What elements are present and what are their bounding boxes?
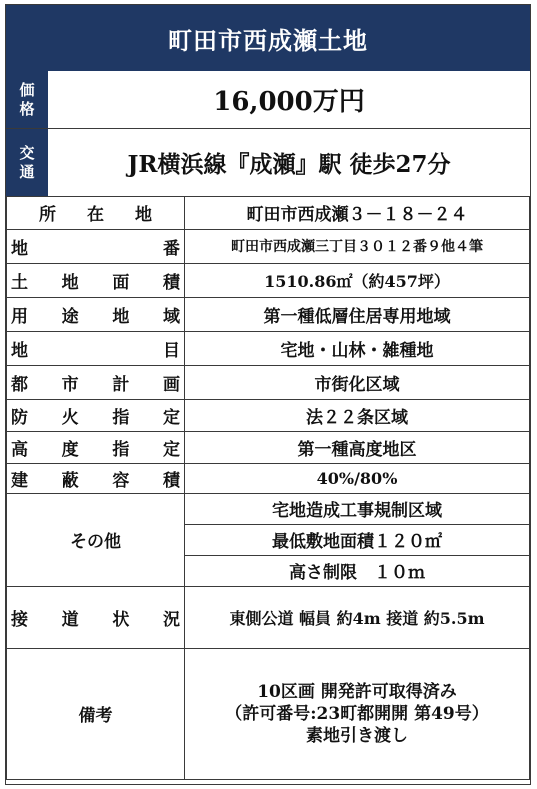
property-sheet bbox=[5, 4, 531, 785]
label-char: 防 bbox=[11, 407, 28, 428]
remarks-line: 10区画 開発許可取得済み bbox=[257, 681, 457, 702]
row-label bbox=[7, 399, 185, 431]
road-value: 東側公道 幅員 約4m 接道 約5.5m bbox=[185, 586, 530, 648]
row-label bbox=[7, 197, 185, 229]
label-char: 火 bbox=[61, 407, 79, 428]
label-char: 積 bbox=[162, 272, 180, 293]
label-char: 番 bbox=[163, 238, 180, 259]
row-value: 1510.86㎡（約457坪） bbox=[185, 263, 530, 297]
remarks-line: 素地引き渡し bbox=[306, 725, 408, 746]
row-label bbox=[7, 463, 185, 493]
table-row bbox=[7, 197, 530, 229]
label-char: 計 bbox=[112, 374, 130, 395]
price-label bbox=[6, 71, 48, 128]
row-label bbox=[7, 331, 185, 365]
price-label-char: 格 bbox=[19, 99, 35, 118]
label-char: 目 bbox=[163, 340, 180, 361]
table-row bbox=[7, 263, 530, 297]
row-label bbox=[7, 586, 185, 648]
access-label-char: 交 bbox=[19, 143, 35, 162]
label-char: 定 bbox=[162, 439, 180, 460]
label-char: 地 bbox=[11, 238, 28, 259]
label-char: 在 bbox=[87, 205, 104, 226]
access-value: JR横浜線『成瀬』駅 徒歩27分 bbox=[127, 151, 451, 178]
other-value: 最低敷地面積１２０㎡ bbox=[185, 524, 530, 555]
access-row bbox=[6, 129, 530, 197]
price-label-char: 価 bbox=[19, 80, 35, 99]
row-value: 市街化区域 bbox=[185, 365, 530, 399]
spec-table bbox=[6, 197, 530, 780]
table-row bbox=[7, 399, 530, 431]
row-value: 町田市西成瀬三丁目３０１２番９他４筆 bbox=[185, 229, 530, 263]
label-char: 蔽 bbox=[61, 470, 79, 491]
access-label bbox=[6, 129, 48, 196]
label-char: 定 bbox=[162, 407, 180, 428]
label-char: 面 bbox=[112, 272, 130, 293]
label-char: 市 bbox=[61, 374, 79, 395]
label-char: 積 bbox=[162, 470, 180, 491]
table-row bbox=[7, 648, 530, 779]
row-value: 宅地・山林・雑種地 bbox=[185, 331, 530, 365]
row-label bbox=[7, 263, 185, 297]
remarks-label: 備考 bbox=[7, 648, 185, 779]
table-row bbox=[7, 331, 530, 365]
row-label bbox=[7, 365, 185, 399]
table-row bbox=[7, 297, 530, 331]
label-char: 用 bbox=[11, 306, 28, 327]
price-value: 16,000万円 bbox=[213, 87, 365, 117]
label-char: 所 bbox=[39, 205, 56, 226]
row-value: 法２２条区域 bbox=[185, 399, 530, 431]
access-label-char: 通 bbox=[19, 162, 35, 181]
label-char: 指 bbox=[112, 439, 130, 460]
table-row bbox=[7, 431, 530, 463]
label-char: 土 bbox=[11, 272, 28, 293]
other-label: その他 bbox=[7, 493, 185, 586]
other-value: 宅地造成工事規制区域 bbox=[185, 493, 530, 524]
label-char: 途 bbox=[61, 306, 79, 327]
label-char: 域 bbox=[162, 306, 180, 327]
row-label bbox=[7, 297, 185, 331]
page-title: 町田市西成瀬土地 bbox=[6, 5, 530, 71]
label-char: 状 bbox=[112, 609, 130, 630]
remarks-line: （許可番号:23町都開開 第49号） bbox=[225, 703, 489, 724]
table-row bbox=[7, 463, 530, 493]
label-char: 指 bbox=[112, 407, 130, 428]
label-char: 道 bbox=[61, 609, 79, 630]
table-row bbox=[7, 586, 530, 648]
label-char: 容 bbox=[112, 470, 130, 491]
table-row bbox=[7, 365, 530, 399]
price-row bbox=[6, 71, 530, 129]
remarks-value bbox=[185, 648, 530, 779]
label-char: 地 bbox=[61, 272, 79, 293]
label-char: 建 bbox=[11, 470, 28, 491]
row-value: 町田市西成瀬３－１８－２４ bbox=[185, 197, 530, 229]
row-value: 第一種低層住居専用地域 bbox=[185, 297, 530, 331]
label-char: 況 bbox=[162, 609, 180, 630]
row-label bbox=[7, 431, 185, 463]
label-char: 地 bbox=[112, 306, 130, 327]
row-value: 第一種高度地区 bbox=[185, 431, 530, 463]
label-char: 度 bbox=[61, 439, 79, 460]
row-label bbox=[7, 229, 185, 263]
label-char: 地 bbox=[135, 205, 152, 226]
label-char: 都 bbox=[11, 374, 28, 395]
table-row bbox=[7, 493, 530, 524]
label-char: 画 bbox=[162, 374, 180, 395]
other-value: 高さ制限 １０ｍ bbox=[185, 555, 530, 586]
row-value: 40%/80% bbox=[185, 463, 530, 493]
label-char: 接 bbox=[11, 609, 28, 630]
table-row bbox=[7, 229, 530, 263]
label-char: 地 bbox=[11, 340, 28, 361]
label-char: 高 bbox=[11, 439, 28, 460]
